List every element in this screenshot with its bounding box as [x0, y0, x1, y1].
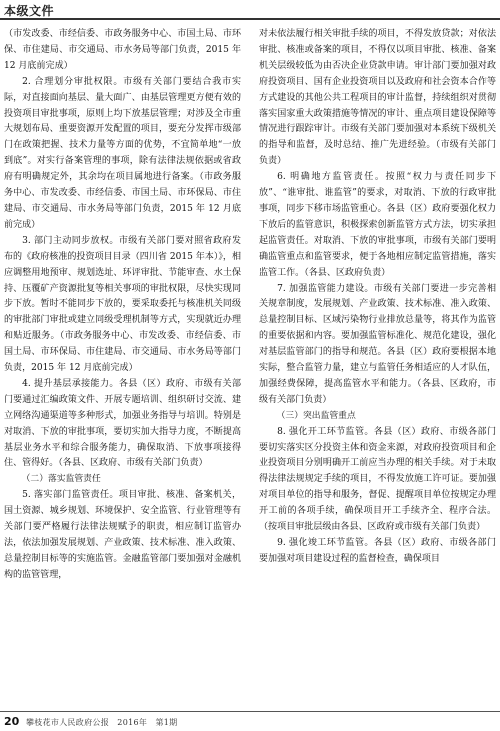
- section-heading: （三）突出监管重点: [276, 410, 356, 421]
- paragraph: 4. 提升基层承接能力。各县（区）政府、市级有关部门要通过汇编政策文件、开展专题培训、组织研讨交流、建立网络沟通渠道等多种形式，加强业务指导与培训。特别是对取消、下放的审批事项，要切实加大指导力度，不断提高基层业务水平和综合服务能力，确保取消、下放事项接得住、管得好。（各县、区政府、市级有关部门负责）: [4, 378, 241, 469]
- journal-name: 攀枝花市人民政府公报 2016年 第1期: [26, 718, 178, 727]
- footer-divider: [0, 711, 500, 712]
- paragraph: 7. 加强监管能力建设。市级有关部门要进一步完善相关规章制度，发展规划、产业政策、技术标准、准入政策、总量控制目标、区域污染物行业排放总量等，将其作为监管的重要依据和内容。要加强监管标准化、规范化建设，强化对基层监管部门的指导和规范。各县（区）政府要根据本地实际，整合监管力量，建立与监管任务相适应的人才队伍，加强经费保障，提高监管水平和能力。（各县、区政府，市级有关部门负责）: [259, 283, 496, 405]
- right-column: [259, 27, 496, 568]
- paragraph: 3. 部门主动同步放权。市级有关部门要对照省政府发布的《政府核准的投资项目目录（四川省 2015 年本）》，相应调整用地预审、规划选址、环评审批、节能审查、水土保持、压覆矿产资源批复等相关事项的审批权限，尽快实现同步下放。暂时不能同步下放的，要采取委托与核准机关同级的审批部门审批或建立同级受理机制等方式，实现就近办理和贴近服务。（市政务服务中心、市发改委、市经信委、市国土局、市环保局、市住建局、市交通局、市水务局等部门负责，2015 年 12 月底前完成）: [4, 235, 241, 374]
- paragraph: 9. 强化竣工环节监管。各县（区）政府、市级各部门要加强对项目建设过程的监督检查，确保项目: [259, 538, 496, 564]
- header-divider: [0, 18, 500, 20]
- paragraph: （市发改委、市经信委、市政务服务中心、市国土局、市环保、市住建局、市交通局、市水务局等部门负责，2015 年 12 月底前完成）: [4, 29, 241, 71]
- page-footer: [0, 711, 500, 731]
- paragraph: 8. 强化开工环节监管。各县（区）政府、市级各部门要切实落实区分投资主体和资金来源，对政府投资项目和企业投资项目分别明确开工前应当办理的相关手续。对于未取得法律法规规定手续的项目，不得发放施工许可证。要加强对项目单位的指导和服务，督促、提醒项目单位按规定办理开工前的各项手续，确保项目开工手续齐全、程序合法。（按项目审批层级由各县、区政府或市级有关部门负责）: [259, 426, 496, 533]
- paragraph: 6. 明确地方监管责任。按照“权力与责任同步下放”、“谁审批、谁监管”的要求，对取消、下放的行政审批事项，同步下移市场监管重心。各县（区）政府要强化权力下放后的监管意识，积极探索创新监管方式方法，切实承担起监管责任。对取消、下放的审批事项，市级有关部门要明确监管重点和监管要求，便于各地相应制定监管措施，落实监管工作。（各县、区政府负责）: [259, 172, 496, 278]
- page-number: 20: [4, 715, 20, 728]
- header-title: 本级文件: [4, 4, 55, 18]
- page-header: [0, 0, 500, 22]
- paragraph: 5. 落实部门监管责任。项目审批、核准、备案机关，国土资源、城乡规划、环境保护、安全监管、行业管理等有关部门要严格履行法律法规赋予的职责，相应制订监管办法，依法加强发展规划、产业政策、技术标准、准入政策、总量控制目标等的实施监管。金融监管部门要加强对金融机构的监管管理，: [4, 490, 241, 580]
- paragraph: 对未依法履行相关审批手续的项目，不得发放贷款；对依法审批、核准或备案的项目，不得仅以项目审批、核准、备案机关层级较低为由否决企业贷款申请。审计部门要加强对政府投资项目、国有企业投资项目以及政府和社会资本合作等方式建设的其他公共工程项目的审计监督，持续组织对贯彻落实国家重大政策措施等情况的审计、重点项目建设保障等情况进行跟踪审计。市级有关部门要加强对本系统下级机关的指导和监督，及时总结、推广先进经验。（市级有关部门负责）: [259, 29, 496, 167]
- section-heading: （二）落实监管责任: [21, 474, 101, 485]
- left-column: [4, 27, 241, 584]
- paragraph: 2. 合理划分审批权限。市级有关部门要结合我市实际，对直接面向基层、量大面广、由基层管理更方便有效的投资项目审批事项，原则上均下放基层管理；对涉及全市重大规划布局、重要资源开发配置的项目，要充分发挥市级部门在政策把握、技术力量等方面的优势，不宜简单地“一放到底”。对实行备案管理的事项，除有法律法规依据或省政府有明确规定外，其余均在项目属地进行备案。（市政务服务中心、市发改委、市经信委、市国土局、市环保局、市住建局、市交通局、市水务局等部门负责，2015 年 12 月底前完成）: [4, 76, 241, 230]
